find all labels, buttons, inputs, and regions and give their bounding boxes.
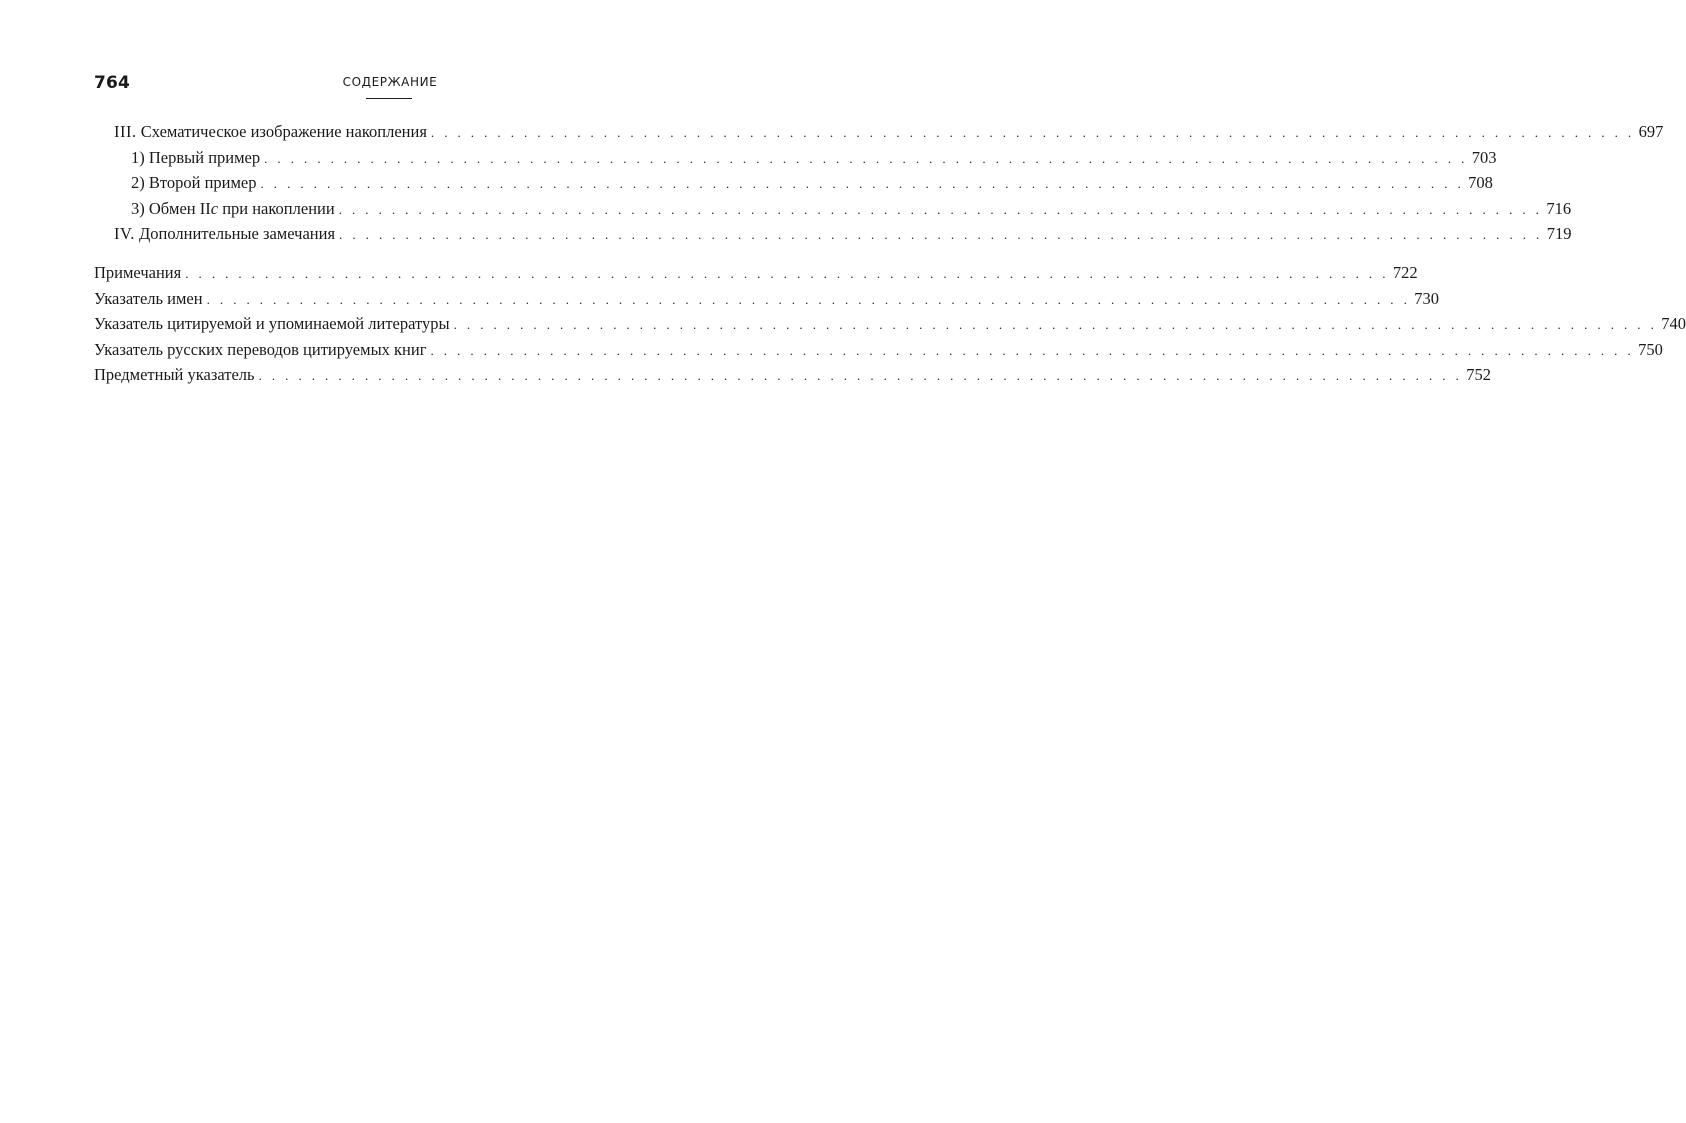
- toc-entry-label: Предметный указатель: [94, 365, 255, 385]
- toc-entry-page: 716: [1546, 198, 1572, 218]
- toc-leader-dots: . . . . . . . . . . . . . . . . . . . . . . . . . . . . . . . . . . . . . . . . . . . . . . . . . . . . . . . . . . . . . . . . . . . . . . . . . . . . . . . . . . . . . . . . . . .: [258, 368, 1463, 384]
- toc-entry-additional-remarks[interactable]: [94, 222, 1572, 248]
- toc-entry-name-index[interactable]: [94, 287, 1439, 313]
- toc-leader-dots: . . . . . . . . . . . . . . . . . . . . . . . . . . . . . . . . . . . . . . . . . . . . . . . . . . . . . . . . . . . . . . . . . . . . . . . . . . . . . . . . . . . . . . . . . . .: [264, 150, 1468, 166]
- toc-entry-page: 708: [1468, 173, 1493, 193]
- toc-leader-dots: . . . . . . . . . . . . . . . . . . . . . . . . . . . . . . . . . . . . . . . . . . . . . . . . . . . . . . . . . . . . . . . . . . . . . . . . . . . . . . . . . . . . . . . . . . .: [260, 176, 1465, 192]
- toc-entry-label: 3) Обмен IIc при накоплении: [131, 198, 335, 218]
- toc-entry-label: III. Схематическое изображение накопления: [114, 122, 427, 141]
- toc-entry-label: Указатель имен: [94, 288, 203, 308]
- toc-entry-page: 719: [1546, 224, 1572, 244]
- toc-leader-dots: . . . . . . . . . . . . . . . . . . . . . . . . . . . . . . . . . . . . . . . . . . . . . . . . . . . . . . . . . . . . . . . . . . . . . . . . . . . . . . . . . . . . . . . . . . .: [453, 317, 1658, 333]
- toc-entry-literature-index[interactable]: [94, 312, 1686, 338]
- toc-entry-label: Примечания: [94, 262, 182, 282]
- toc-entry-translations-index[interactable]: [94, 338, 1663, 364]
- toc-entry-page: 730: [1414, 288, 1439, 308]
- toc-entry-label: IV. Дополнительные замечания: [114, 224, 336, 244]
- toc-entry-second-example[interactable]: [94, 171, 1493, 197]
- toc-entry-label: 1) Первый пример: [131, 147, 261, 167]
- toc-entry-label: 2) Второй пример: [131, 173, 257, 193]
- toc-entry-label: Указатель русских переводов цитируемых книг: [94, 339, 427, 359]
- toc-entry-subject-index[interactable]: [94, 363, 1491, 389]
- toc-leader-dots: . . . . . . . . . . . . . . . . . . . . . . . . . . . . . . . . . . . . . . . . . . . . . . . . . . . . . . . . . . . . . . . . . . . . . . . . . . . . . . . . . . . . . . . . . . .: [338, 201, 1543, 217]
- toc-entry-notes[interactable]: [94, 261, 1418, 287]
- toc-entry-page: 752: [1466, 365, 1491, 385]
- toc-leader-dots: . . . . . . . . . . . . . . . . . . . . . . . . . . . . . . . . . . . . . . . . . . . . . . . . . . . . . . . . . . . . . . . . . . . . . . . . . . . . . . . . . . . . . . . . . . .: [206, 291, 1411, 307]
- toc-entry-label: Указатель цитируемой и упоминаемой литературы: [94, 314, 450, 334]
- toc-entry-page: 740: [1661, 314, 1686, 334]
- toc-entry-page: 722: [1392, 262, 1418, 282]
- table-of-contents: [94, 120, 1686, 389]
- toc-entry-first-example[interactable]: [94, 146, 1497, 172]
- toc-leader-dots: . . . . . . . . . . . . . . . . . . . . . . . . . . . . . . . . . . . . . . . . . . . . . . . . . . . . . . . . . . . . . . . . . . . . . . . . . . . . . . . . . . . . . . . . . . .: [430, 342, 1635, 358]
- toc-entry-schematic[interactable]: [94, 120, 1664, 146]
- toc-entry-page: 697: [1638, 122, 1664, 141]
- page-number: 764: [94, 73, 131, 93]
- toc-entry-exchange[interactable]: [94, 197, 1572, 223]
- toc-entry-page: 703: [1471, 147, 1497, 167]
- toc-leader-dots: . . . . . . . . . . . . . . . . . . . . . . . . . . . . . . . . . . . . . . . . . . . . . . . . . . . . . . . . . . . . . . . . . . . . . . . . . . . . . . . . . . . . . . . . . . .: [430, 125, 1635, 140]
- running-title: СОДЕРЖАНИЕ: [342, 75, 438, 89]
- toc-entry-page: 750: [1638, 339, 1663, 359]
- running-title-rule: [366, 98, 412, 99]
- toc-leader-dots: . . . . . . . . . . . . . . . . . . . . . . . . . . . . . . . . . . . . . . . . . . . . . . . . . . . . . . . . . . . . . . . . . . . . . . . . . . . . . . . . . . . . . . . . . . .: [185, 265, 1389, 281]
- toc-leader-dots: . . . . . . . . . . . . . . . . . . . . . . . . . . . . . . . . . . . . . . . . . . . . . . . . . . . . . . . . . . . . . . . . . . . . . . . . . . . . . . . . . . . . . . . . . . .: [339, 227, 1543, 243]
